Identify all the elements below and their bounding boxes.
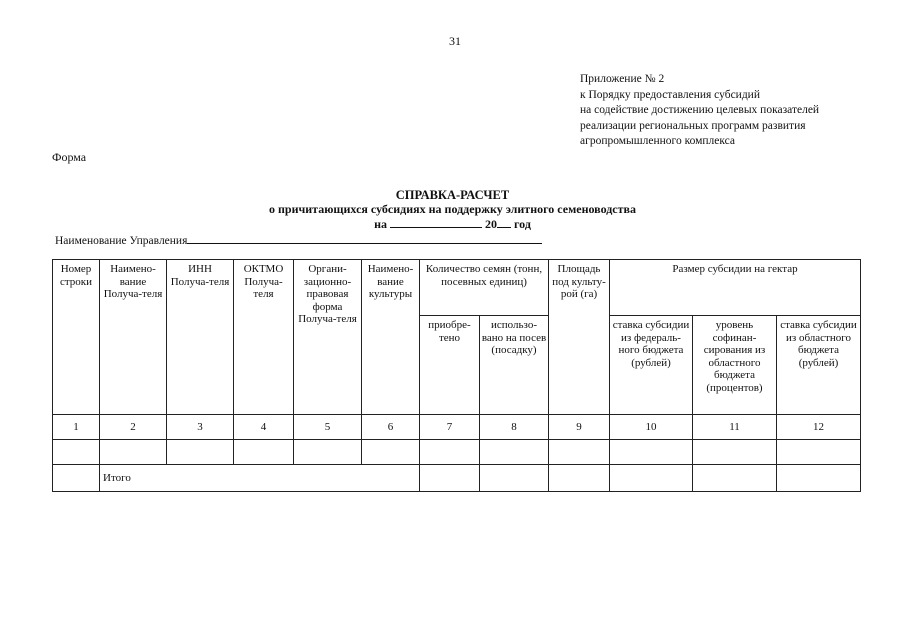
subtitle-line: о причитающихся субсидиях на поддержку элитного семеноводства — [268, 202, 637, 216]
appendix-line: агропромышленного комплекса — [580, 135, 736, 147]
data-cell[interactable] — [53, 440, 100, 465]
date-blank-field[interactable] — [390, 216, 482, 228]
subsidy-table — [52, 259, 861, 492]
department-line — [55, 232, 542, 247]
total-cell[interactable] — [610, 465, 693, 492]
data-cell[interactable] — [420, 440, 480, 465]
header-inn: ИНН Получа-теля — [167, 260, 234, 415]
data-cell[interactable] — [777, 440, 861, 465]
column-number: 9 — [549, 415, 610, 440]
appendix-line: на содействие достижению целевых показателей — [580, 104, 820, 116]
total-row — [53, 465, 861, 492]
total-cell[interactable] — [549, 465, 610, 492]
header-regional-rate: ставка субсидии из областного бюджета (рублей) — [777, 316, 861, 415]
header-crop-name: Наимено-вание культуры — [362, 260, 420, 415]
data-cell[interactable] — [693, 440, 777, 465]
appendix-note — [580, 72, 819, 150]
total-cell[interactable] — [777, 465, 861, 492]
header-row — [53, 260, 861, 316]
year-suffix: год — [514, 217, 531, 231]
header-oktmo: ОКТМО Получа-теля — [234, 260, 294, 415]
header-recipient-name: Наимено-вание Получа-теля — [100, 260, 167, 415]
column-number: 4 — [234, 415, 294, 440]
form-label: Форма — [52, 150, 87, 164]
year-prefix: 20 — [485, 217, 498, 231]
total-cell[interactable] — [480, 465, 549, 492]
date-line — [374, 216, 531, 231]
column-number: 3 — [167, 415, 234, 440]
header-federal-rate: ставка субсидии из федераль-ного бюджета (рублей) — [610, 316, 693, 415]
column-number: 11 — [693, 415, 777, 440]
header-row-number: Номер строки — [53, 260, 100, 415]
title-line: СПРАВКА-РАСЧЕТ — [395, 188, 510, 202]
appendix-line: к Порядку предоставления субсидий — [580, 88, 760, 101]
data-cell[interactable] — [362, 440, 420, 465]
data-cell[interactable] — [549, 440, 610, 465]
header-seed-used: использо-вано на посев (посадку) — [480, 316, 549, 415]
header-legal-form: Органи-зационно-правовая форма Получа-теля — [294, 260, 362, 415]
header-subsidy-size: Размер субсидии на гектар — [610, 260, 861, 316]
total-label: Итого — [100, 465, 420, 492]
appendix-line: реализации региональных программ развития — [580, 119, 806, 132]
page-number: 31 — [449, 34, 461, 48]
header-seed-quantity: Количество семян (тонн, посевных единиц) — [420, 260, 549, 316]
data-cell[interactable] — [610, 440, 693, 465]
column-number: 5 — [294, 415, 362, 440]
column-number: 1 — [53, 415, 100, 440]
total-cell[interactable] — [420, 465, 480, 492]
department-blank-field[interactable] — [187, 232, 542, 244]
data-cell[interactable] — [294, 440, 362, 465]
column-number: 8 — [480, 415, 549, 440]
year-blank-field[interactable] — [497, 216, 511, 228]
total-cell[interactable] — [693, 465, 777, 492]
data-row — [53, 440, 861, 465]
header-area: Площадь под культу-рой (га) — [549, 260, 610, 415]
header-seed-acquired: приобре-тено — [420, 316, 480, 415]
data-cell[interactable] — [100, 440, 167, 465]
data-cell[interactable] — [480, 440, 549, 465]
column-number: 2 — [100, 415, 167, 440]
column-number: 12 — [777, 415, 861, 440]
total-cell — [53, 465, 100, 492]
data-cell[interactable] — [234, 440, 294, 465]
data-cell[interactable] — [167, 440, 234, 465]
appendix-line: Приложение № 2 — [580, 73, 665, 85]
column-number: 10 — [610, 415, 693, 440]
header-cofinancing-level: уровень софинан-сирования из областного бюджета (процентов) — [693, 316, 777, 415]
column-number: 6 — [362, 415, 420, 440]
column-number-row — [53, 415, 861, 440]
document-title — [0, 188, 905, 231]
date-prefix: на — [374, 217, 388, 231]
column-number: 7 — [420, 415, 480, 440]
department-label: Наименование Управления — [55, 235, 188, 247]
